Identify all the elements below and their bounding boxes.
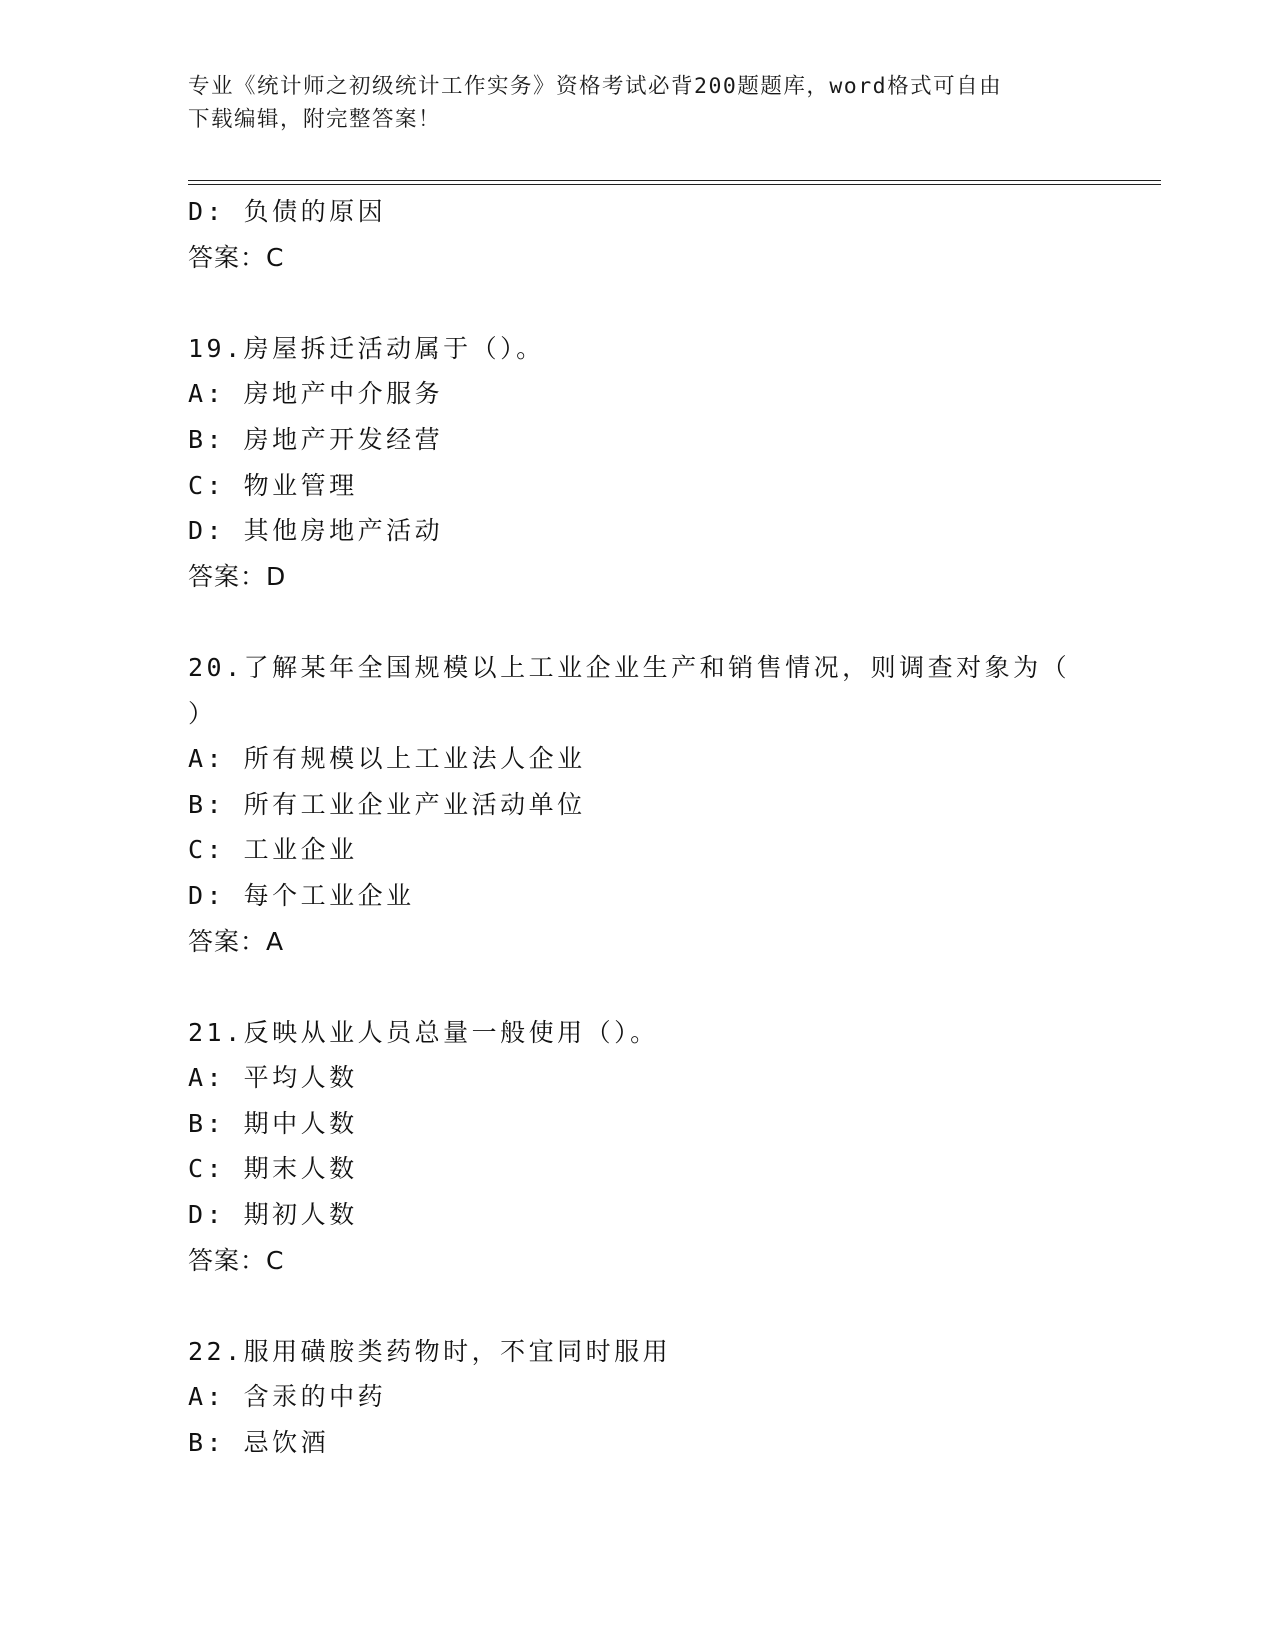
question-stem-continued: ）: [188, 698, 217, 728]
option-d: D: 其他房地产活动: [188, 516, 444, 546]
spacer: [188, 1283, 1088, 1329]
question-stem: 21.反映从业人员总量一般使用（）。: [188, 1017, 659, 1047]
option-a: A: 平均人数: [188, 1063, 358, 1093]
answer: 答案：D: [188, 561, 287, 591]
spacer: [188, 280, 1088, 326]
spacer: [188, 964, 1088, 1010]
header-line-1: 专业《统计师之初级统计工作实务》资格考试必背200题题库，word格式可自由: [188, 74, 1003, 99]
document-header: [188, 70, 1068, 136]
option-c: C: 期末人数: [188, 1154, 358, 1184]
prev-answer: 答案：C: [188, 242, 285, 272]
option-c: C: 物业管理: [188, 470, 358, 500]
question-stem: 19.房屋拆迁活动属于（）。: [188, 333, 545, 363]
option-c: C: 工业企业: [188, 835, 358, 865]
question-list: [188, 189, 1088, 1466]
option-b: B: 房地产开发经营: [188, 424, 444, 454]
prev-option-d: D: 负债的原因: [188, 197, 387, 226]
option-b: B: 忌饮酒: [188, 1428, 330, 1458]
option-a: A: 含汞的中药: [188, 1382, 387, 1412]
spacer: [188, 599, 1088, 645]
answer: 答案：C: [188, 1245, 285, 1275]
question-stem: 20.了解某年全国规模以上工业企业生产和销售情况，则调查对象为（: [188, 652, 1071, 682]
header-rule-top: [188, 180, 1161, 181]
option-b: B: 期中人数: [188, 1108, 358, 1138]
header-line-2: 下载编辑，附完整答案！: [188, 107, 442, 132]
question-stem: 22.服用磺胺类药物时，不宜同时服用: [188, 1336, 672, 1366]
answer: 答案：A: [188, 926, 285, 956]
option-a: A: 所有规模以上工业法人企业: [188, 744, 586, 774]
option-a: A: 房地产中介服务: [188, 379, 444, 409]
header-rule-bottom: [188, 184, 1161, 185]
option-d: D: 期初人数: [188, 1200, 358, 1230]
option-d: D: 每个工业企业: [188, 880, 415, 910]
option-b: B: 所有工业企业产业活动单位: [188, 789, 586, 819]
